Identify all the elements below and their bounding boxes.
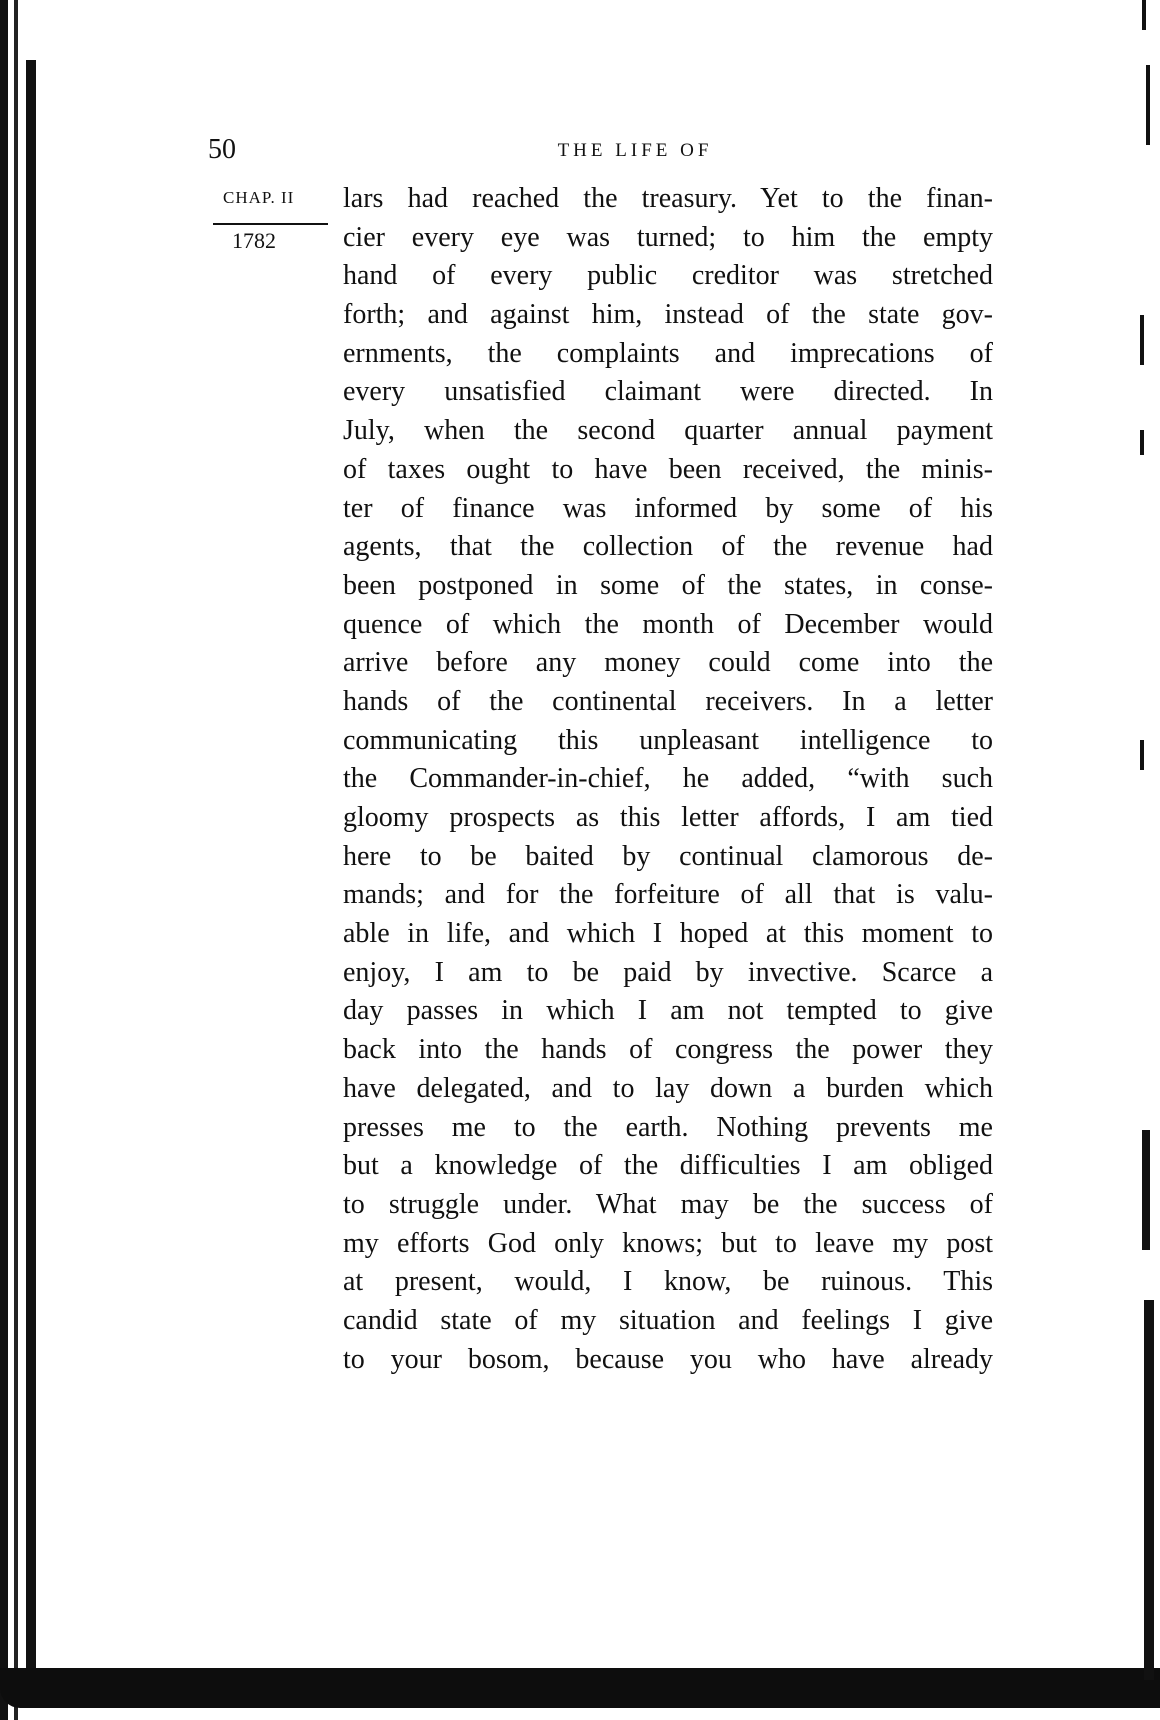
- text-line: at present, would, I know, be ruinous. This: [343, 1266, 993, 1298]
- margin-year: 1782: [232, 228, 276, 253]
- page-number: 50: [208, 134, 236, 165]
- scan-edge-left-inner: [14, 0, 18, 1720]
- margin-rule: [213, 223, 328, 225]
- text-line: cier every eye was turned; to him the empty: [343, 221, 993, 253]
- text-line: quence of which the month of December would: [343, 608, 993, 640]
- text-line: gloomy prospects as this letter affords, I am tied: [343, 802, 993, 833]
- scan-edge-right: [1140, 0, 1160, 1720]
- text-line: mands; and for the forfeiture of all that is valu-: [343, 879, 993, 911]
- text-line: the Commander-in-chief, he added, “with such: [343, 763, 993, 795]
- text-line: here to be baited by continual clamorous de-: [343, 840, 993, 872]
- margin-chapter: CHAP. II: [223, 188, 295, 207]
- text-line: agents, that the collection of the revenue had: [343, 531, 993, 563]
- text-line: communicating this unpleasant intelligence to: [343, 724, 993, 756]
- text-line: ter of finance was informed by some of his: [343, 492, 993, 524]
- scan-edge-bottom: [0, 1668, 1160, 1708]
- body-text: [343, 180, 993, 1379]
- text-line: of taxes ought to have been received, the minis-: [343, 453, 993, 485]
- text-line: hand of every public creditor was stretched: [343, 260, 993, 292]
- text-line: July, when the second quarter annual payment: [343, 415, 993, 447]
- text-line: back into the hands of congress the power they: [343, 1034, 993, 1066]
- text-line: able in life, and which I hoped at this moment to: [343, 918, 993, 950]
- text-line: have delegated, and to lay down a burden which: [343, 1072, 993, 1104]
- text-line: arrive before any money could come into the: [343, 647, 993, 679]
- text-line: lars had reached the treasury. Yet to the finan-: [343, 183, 993, 214]
- text-line: but a knowledge of the difficulties I am obliged: [343, 1150, 993, 1182]
- text-line: my efforts God only knows; but to leave my post: [343, 1227, 993, 1259]
- text-line: to struggle under. What may be the success of: [343, 1188, 993, 1220]
- text-line: hands of the continental receivers. In a letter: [343, 685, 993, 717]
- text-line: been postponed in some of the states, in conse-: [343, 569, 993, 601]
- scan-edge-left-binding: [26, 60, 36, 1680]
- scan-edge-left: [0, 0, 8, 1720]
- text-line: forth; and against him, instead of the state gov-: [343, 299, 993, 331]
- text-line: candid state of my situation and feelings I give: [343, 1304, 993, 1336]
- text-line: every unsatisfied claimant were directed. In: [343, 376, 993, 408]
- text-line: to your bosom, because you who have already: [343, 1343, 993, 1375]
- text-line: enjoy, I am to be paid by invective. Scarce a: [343, 956, 993, 988]
- text-line: presses me to the earth. Nothing prevents me: [343, 1111, 993, 1143]
- text-line: day passes in which I am not tempted to give: [343, 995, 993, 1027]
- running-head-text: THE LIFE OF: [557, 140, 713, 161]
- text-line: ernments, the complaints and imprecations of: [343, 337, 993, 369]
- running-head: [0, 140, 1160, 162]
